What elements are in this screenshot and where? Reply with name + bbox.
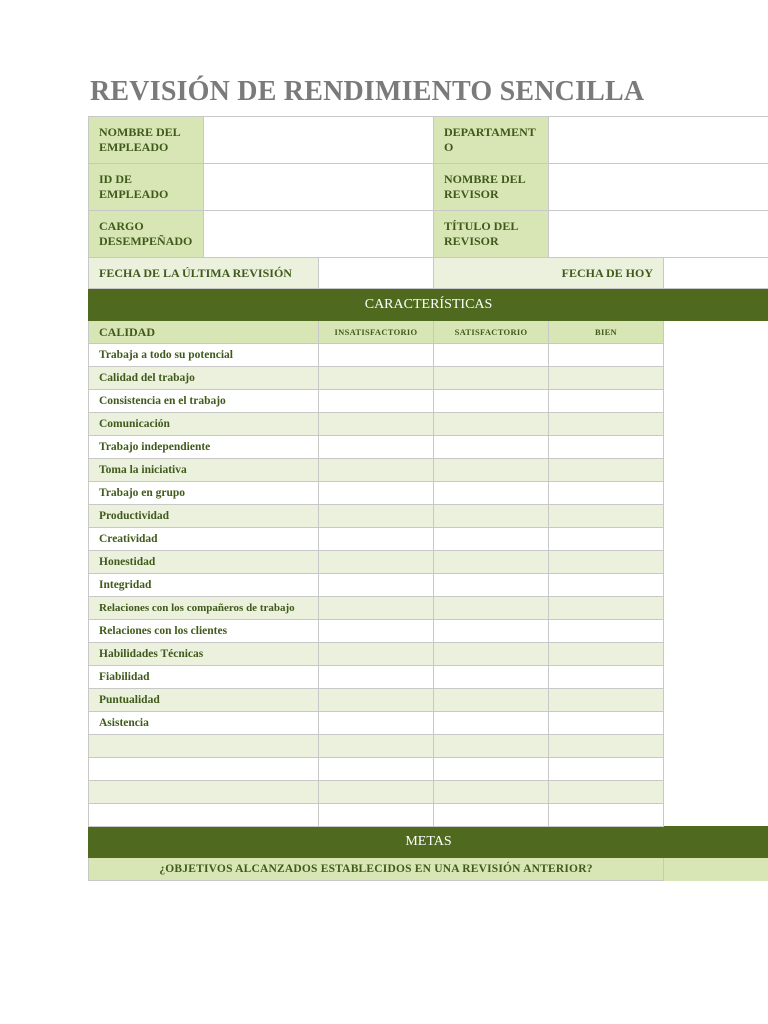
rating-good-cell[interactable]	[549, 712, 664, 735]
quality-item-label: Comunicación	[89, 413, 319, 436]
rating-satisfactory-cell[interactable]	[434, 505, 549, 528]
rating-good-cell[interactable]	[549, 482, 664, 505]
row-spacer	[664, 643, 768, 666]
rating-unsatisfactory-cell[interactable]	[319, 505, 434, 528]
rating-unsatisfactory-cell[interactable]	[319, 758, 434, 781]
row-spacer	[664, 804, 768, 827]
rating-good-cell[interactable]	[549, 735, 664, 758]
row-spacer	[664, 390, 768, 413]
column-good: BIEN	[549, 321, 664, 344]
rating-good-cell[interactable]	[549, 597, 664, 620]
table-row	[89, 643, 768, 666]
rating-unsatisfactory-cell[interactable]	[319, 735, 434, 758]
row-spacer	[664, 781, 768, 804]
column-spacer	[664, 321, 768, 344]
rating-satisfactory-cell[interactable]	[434, 390, 549, 413]
rating-good-cell[interactable]	[549, 367, 664, 390]
quality-item-label: Honestidad	[89, 551, 319, 574]
rating-good-cell[interactable]	[549, 620, 664, 643]
reviewer-name-label: NOMBRE DEL REVISOR	[434, 164, 549, 211]
row-spacer	[664, 344, 768, 367]
table-row	[89, 689, 768, 712]
characteristics-table	[88, 289, 768, 881]
table-row	[89, 528, 768, 551]
rating-good-cell[interactable]	[549, 666, 664, 689]
row-spacer	[664, 528, 768, 551]
last-review-date-field[interactable]	[319, 258, 434, 289]
rating-good-cell[interactable]	[549, 804, 664, 827]
rating-satisfactory-cell[interactable]	[434, 459, 549, 482]
rating-satisfactory-cell[interactable]	[434, 643, 549, 666]
rating-good-cell[interactable]	[549, 505, 664, 528]
column-unsatisfactory: INSATISFACTORIO	[319, 321, 434, 344]
rating-satisfactory-cell[interactable]	[434, 804, 549, 827]
rating-good-cell[interactable]	[549, 344, 664, 367]
employee-id-label: ID DE EMPLEADO	[89, 164, 204, 211]
table-row	[89, 551, 768, 574]
row-spacer	[664, 620, 768, 643]
rating-satisfactory-cell[interactable]	[434, 528, 549, 551]
quality-item-label: Trabajo en grupo	[89, 482, 319, 505]
table-row	[89, 413, 768, 436]
position-field[interactable]	[204, 211, 434, 258]
row-spacer	[664, 436, 768, 459]
quality-item-label	[89, 781, 319, 804]
characteristics-header: CARACTERÍSTICAS	[89, 290, 768, 321]
row-spacer	[664, 666, 768, 689]
quality-item-label	[89, 758, 319, 781]
table-row	[89, 459, 768, 482]
row-spacer	[664, 413, 768, 436]
column-satisfactory: SATISFACTORIO	[434, 321, 549, 344]
employee-info-table	[88, 116, 768, 289]
rating-unsatisfactory-cell[interactable]	[319, 620, 434, 643]
quality-item-label: Trabaja a todo su potencial	[89, 344, 319, 367]
table-row	[89, 758, 768, 781]
rating-good-cell[interactable]	[549, 459, 664, 482]
rating-satisfactory-cell[interactable]	[434, 482, 549, 505]
table-row	[89, 482, 768, 505]
table-row	[89, 367, 768, 390]
review-form	[88, 116, 768, 881]
rating-satisfactory-cell[interactable]	[434, 367, 549, 390]
row-spacer	[664, 735, 768, 758]
rating-unsatisfactory-cell[interactable]	[319, 344, 434, 367]
employee-name-label: NOMBRE DEL EMPLEADO	[89, 117, 204, 164]
rating-unsatisfactory-cell[interactable]	[319, 436, 434, 459]
reviewer-title-label: TÍTULO DEL REVISOR	[434, 211, 549, 258]
last-review-date-label: FECHA DE LA ÚLTIMA REVISIÓN	[89, 258, 319, 289]
table-row	[89, 620, 768, 643]
reviewer-name-field[interactable]	[549, 164, 768, 211]
quality-item-label: Consistencia en el trabajo	[89, 390, 319, 413]
rating-unsatisfactory-cell[interactable]	[319, 390, 434, 413]
rating-good-cell[interactable]	[549, 643, 664, 666]
rating-satisfactory-cell[interactable]	[434, 712, 549, 735]
table-row	[89, 712, 768, 735]
table-row	[89, 666, 768, 689]
rating-unsatisfactory-cell[interactable]	[319, 551, 434, 574]
rating-unsatisfactory-cell[interactable]	[319, 413, 434, 436]
rating-satisfactory-cell[interactable]	[434, 344, 549, 367]
table-row	[89, 781, 768, 804]
row-spacer	[664, 505, 768, 528]
row-spacer	[664, 712, 768, 735]
rating-good-cell[interactable]	[549, 781, 664, 804]
rating-satisfactory-cell[interactable]	[434, 689, 549, 712]
rating-good-cell[interactable]	[549, 551, 664, 574]
rating-good-cell[interactable]	[549, 689, 664, 712]
quality-item-label: Habilidades Técnicas	[89, 643, 319, 666]
quality-item-label: Creatividad	[89, 528, 319, 551]
rating-good-cell[interactable]	[549, 436, 664, 459]
today-date-label: FECHA DE HOY	[434, 258, 664, 289]
rating-unsatisfactory-cell[interactable]	[319, 804, 434, 827]
quality-item-label: Calidad del trabajo	[89, 367, 319, 390]
employee-id-field[interactable]	[204, 164, 434, 211]
table-row	[89, 735, 768, 758]
column-quality: CALIDAD	[89, 321, 319, 344]
quality-item-label: Integridad	[89, 574, 319, 597]
rating-unsatisfactory-cell[interactable]	[319, 574, 434, 597]
rating-unsatisfactory-cell[interactable]	[319, 689, 434, 712]
rating-unsatisfactory-cell[interactable]	[319, 528, 434, 551]
department-field[interactable]	[549, 117, 768, 164]
goals-question: ¿OBJETIVOS ALCANZADOS ESTABLECIDOS EN UNA REVISIÓN ANTERIOR?	[89, 858, 664, 881]
row-spacer	[664, 459, 768, 482]
rating-satisfactory-cell[interactable]	[434, 666, 549, 689]
rating-satisfactory-cell[interactable]	[434, 620, 549, 643]
rating-unsatisfactory-cell[interactable]	[319, 666, 434, 689]
rating-satisfactory-cell[interactable]	[434, 436, 549, 459]
rating-satisfactory-cell[interactable]	[434, 781, 549, 804]
rating-good-cell[interactable]	[549, 758, 664, 781]
row-spacer	[664, 551, 768, 574]
rating-unsatisfactory-cell[interactable]	[319, 459, 434, 482]
goals-spacer	[664, 858, 768, 881]
quality-item-label	[89, 735, 319, 758]
quality-item-label: Toma la iniciativa	[89, 459, 319, 482]
table-row	[89, 597, 768, 620]
rating-satisfactory-cell[interactable]	[434, 413, 549, 436]
position-label: CARGO DESEMPEÑADO	[89, 211, 204, 258]
rating-unsatisfactory-cell[interactable]	[319, 781, 434, 804]
department-label: DEPARTAMENT O	[434, 117, 549, 164]
table-row	[89, 344, 768, 367]
quality-item-label: Productividad	[89, 505, 319, 528]
rating-good-cell[interactable]	[549, 574, 664, 597]
goals-header: METAS	[89, 827, 768, 858]
quality-item-label: Relaciones con los compañeros de trabajo	[89, 597, 319, 620]
rating-satisfactory-cell[interactable]	[434, 758, 549, 781]
reviewer-title-field[interactable]	[549, 211, 768, 258]
quality-item-label: Puntualidad	[89, 689, 319, 712]
employee-name-field[interactable]	[204, 117, 434, 164]
table-row	[89, 574, 768, 597]
row-spacer	[664, 482, 768, 505]
rating-unsatisfactory-cell[interactable]	[319, 482, 434, 505]
document-title: REVISIÓN DE RENDIMIENTO SENCILLA	[90, 76, 645, 107]
rating-good-cell[interactable]	[549, 413, 664, 436]
row-spacer	[664, 597, 768, 620]
rating-good-cell[interactable]	[549, 390, 664, 413]
row-spacer	[664, 689, 768, 712]
quality-item-label: Trabajo independiente	[89, 436, 319, 459]
rating-satisfactory-cell[interactable]	[434, 574, 549, 597]
rating-unsatisfactory-cell[interactable]	[319, 643, 434, 666]
rating-satisfactory-cell[interactable]	[434, 551, 549, 574]
quality-item-label: Fiabilidad	[89, 666, 319, 689]
quality-item-label	[89, 804, 319, 827]
row-spacer	[664, 574, 768, 597]
table-row	[89, 436, 768, 459]
table-row	[89, 804, 768, 827]
rating-satisfactory-cell[interactable]	[434, 735, 549, 758]
row-spacer	[664, 367, 768, 390]
rating-satisfactory-cell[interactable]	[434, 597, 549, 620]
table-row	[89, 390, 768, 413]
quality-item-label: Asistencia	[89, 712, 319, 735]
rating-good-cell[interactable]	[549, 528, 664, 551]
quality-item-label: Relaciones con los clientes	[89, 620, 319, 643]
today-date-field[interactable]	[664, 258, 768, 289]
rating-unsatisfactory-cell[interactable]	[319, 367, 434, 390]
rating-unsatisfactory-cell[interactable]	[319, 597, 434, 620]
rating-unsatisfactory-cell[interactable]	[319, 712, 434, 735]
row-spacer	[664, 758, 768, 781]
table-row	[89, 505, 768, 528]
rating-rows	[89, 344, 768, 827]
